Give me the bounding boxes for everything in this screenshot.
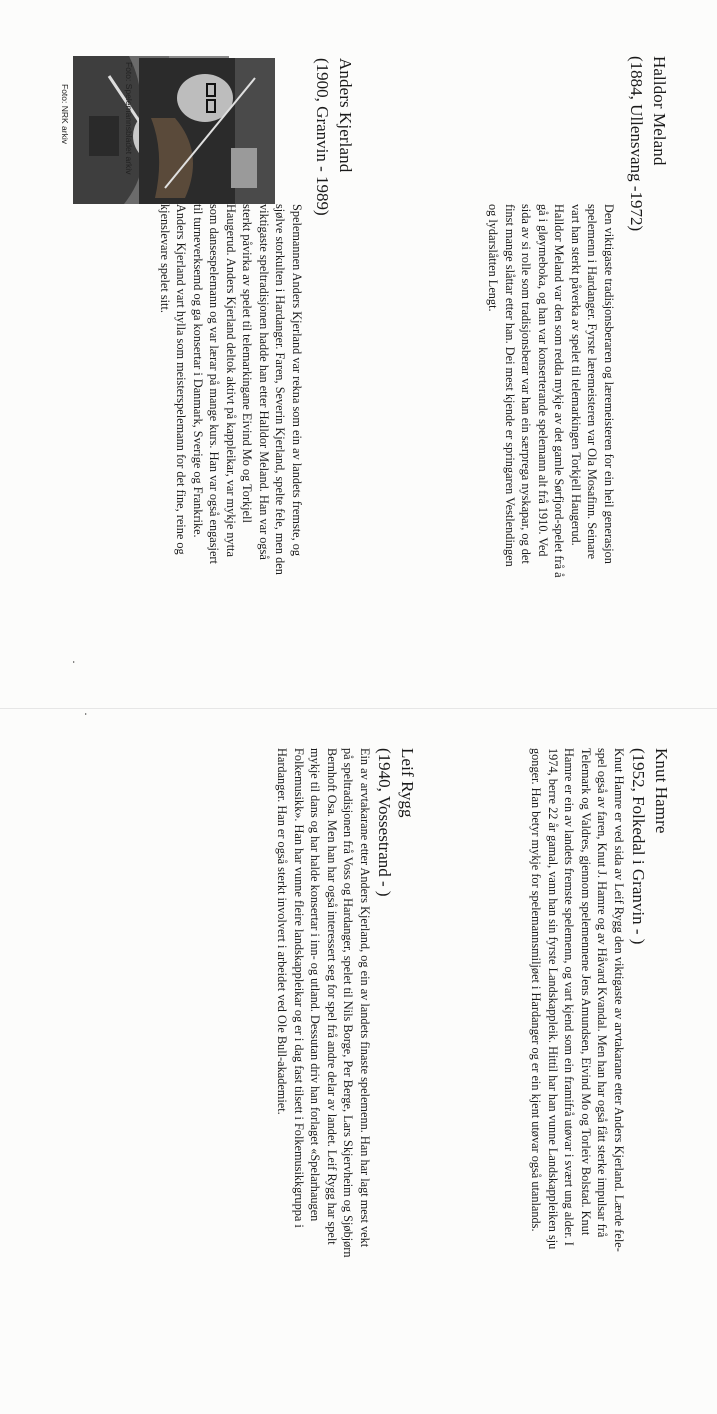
bio-line: på speltradisjonen frå Voss og Hardanger, spelet til Nils Borge, Per Berge, Lars Skjervheim og Sjøbjørn [341, 748, 356, 1258]
scan-speck: · [67, 660, 81, 664]
halldor-photo-caption: Foto: NRK arkiv [60, 84, 70, 144]
bio-name: Halldor Meland [650, 56, 669, 166]
bio-line: Folkemusikk». Han har vunne fleire landskappleikar og er i dag fast tilsett i Folkemusikkgruppa i [292, 748, 306, 1228]
bio-name: Knut Hamre [652, 748, 671, 834]
anders-photo-caption: Foto: Spelemannsbladet arkiv [124, 62, 134, 175]
bio-line: Bernhoft Osa. Men han har også interessert seg for spel frå andre delar av landet. Leif Rygg har spelt [325, 748, 339, 1245]
bio-line: Knut Hamre er ved sida av Leif Rygg den viktigaste av arvtakarane etter Anders Kjerland. Lærde fele- [612, 748, 626, 1252]
bio-line: Telemark og Valdres, gjennom spelemennene Jens Amundsen, Eivind Mo og Torleiv Bolstad. Knut [579, 748, 593, 1236]
bio-line: finst mange slåttar etter han. Dei mest kjende er springaren Vestlendingen [503, 204, 517, 567]
bio-line: sterkt påvirka av spelet til telemarkingane Eivind Mo og Torkjell [240, 204, 255, 523]
bio-line: 1974, berre 22 år gamal, vann han sin fyrste Landskappleik. Hittil har han vunne Landskappleiken sju [546, 748, 560, 1250]
bio-line: Spelemannen Anders Kjerland var rekna som ein av landets fremste, og [290, 204, 304, 557]
bio-line: viktigaste speltradisjonen hadde han etter Halldor Meland. Han var også [257, 204, 271, 560]
bio-line: sjølve storkulten i Hardanger. Faren, Severin Kjerland, spelte fele, men den [273, 204, 288, 575]
bio-line: gonger. Han betyr mykje for spelemannsmiljøet i Hardanger og er ein kjent utøvar også utanlands. [529, 748, 544, 1232]
bio-line: spelemenn i Hardanger. Fyrste læremeisteren var Ola Mosafinn. Seinare [585, 204, 600, 560]
bio-line: Hardanger. Han er også sterkt involvert i arbeidet ved Ole Bull-akademiet. [275, 748, 290, 1115]
bio-line: vart han sterkt påverka av spelet til telemarkingen Torkjell Haugerud. [569, 204, 583, 546]
bio-dates: (1884, Ullensvang -1972) [627, 56, 646, 232]
bio-line: spel også av faren, Knut J. Hamre og av Håvard Kvandal. Men han har også fått sterke impulsar frå [595, 748, 610, 1238]
bio-line: Haugerud. Anders Kjerland deltok aktivt på kappleikar, var mykje nytta [224, 204, 238, 557]
bio-line: som dansespelemann og var lærar på mange kurs. Han var også engasjert [207, 204, 222, 564]
bio-line: Halldor Meland var den som redda mykje av det gamle Sørfjord-spelet frå å [552, 204, 567, 578]
bio-dates: (1952, Folkedal i Granvin - ) [629, 748, 648, 945]
bio-line: gå i gløymeboka, og han var konserterande spelemann alt frå 1910. Ved [536, 204, 550, 557]
bio-line: og lydarslåtten Lengt. [486, 204, 501, 312]
bio-line: til turneverksemd og ga konsertar i Danmark, Sverige og Frankrike. [191, 204, 205, 538]
bio-line: kjenslevare spelet sitt. [158, 204, 172, 313]
bio-line: sida av si rolle som tradisjonsberar var han ein særprega nyskapar, og det [519, 204, 534, 564]
bio-line: Ein av arvtakarane etter Anders Kjerland, og ein av landets finaste spelemenn. Han har lagt mest vekt [358, 748, 372, 1248]
bio-line: Den viktigaste tradisjonsberaren og læremeisteren for ein heil generasjon [602, 204, 616, 564]
bio-line: Hamre er ein av landets fremste spelemenn, og vart kjend som ein framifrå utøvar i svært ung alder. I [562, 748, 577, 1246]
bio-dates: (1940, Vossestrand - ) [375, 748, 394, 897]
anders-dates: (1900, Granvin - 1989) [313, 58, 332, 216]
bio-line: Anders Kjerland vart hylla som meisterspelemann for det fine, reine og [174, 204, 189, 555]
bio-line: mykje til dans og har halde konsertar i inn- og utland. Dessutan driv han forlaget «Spelarhaugen [308, 748, 323, 1222]
bio-name: Leif Rygg [398, 748, 417, 818]
scan-speck: · [79, 712, 93, 716]
anders-name: Anders Kjerland [336, 58, 355, 173]
